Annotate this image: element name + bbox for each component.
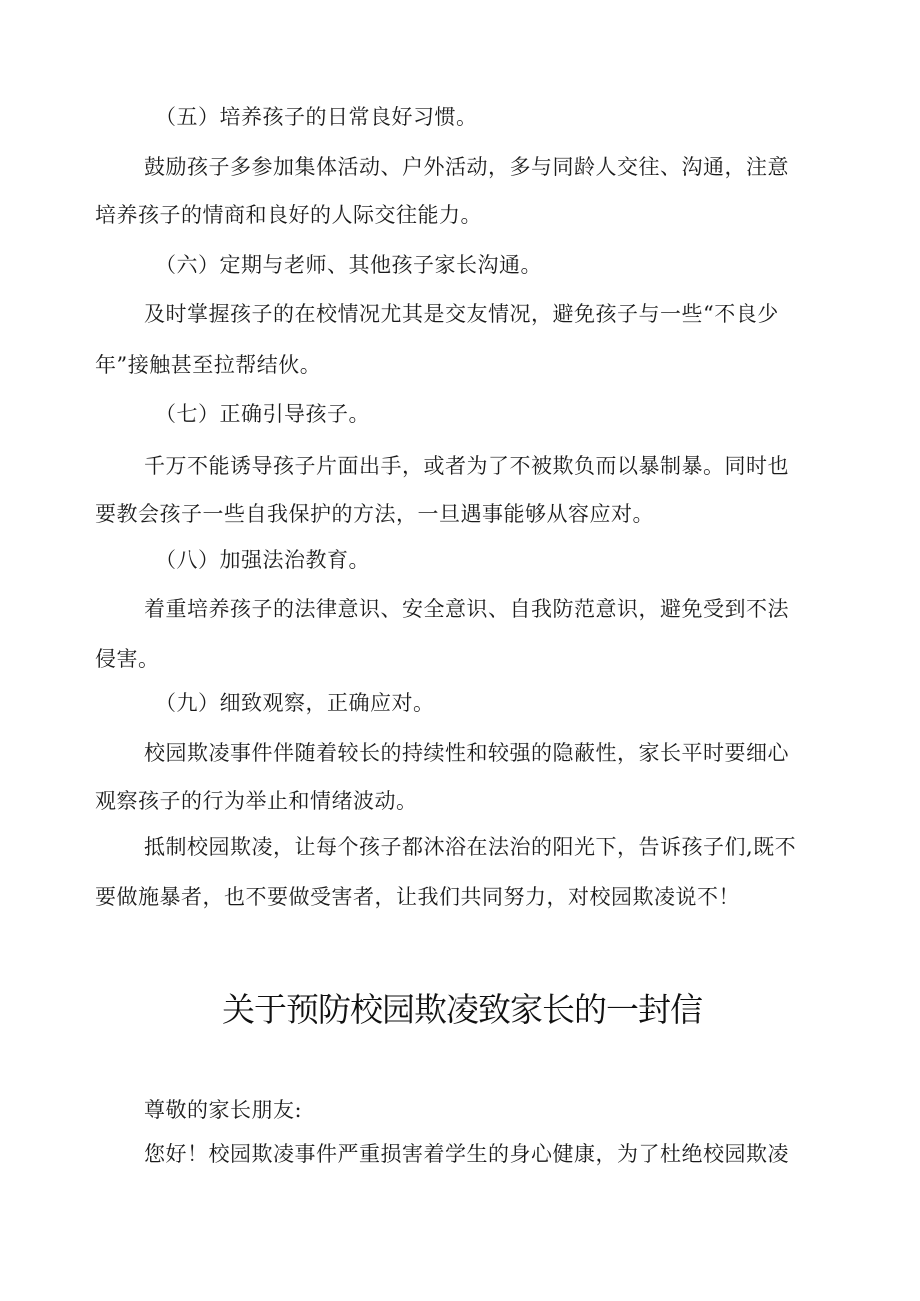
paragraph-line: 着重培养孩子的法律意识、安全意识、自我防范意识，避免受到不法	[144, 597, 789, 621]
paragraph-line: 培养孩子的情商和良好的人际交往能力。	[95, 203, 482, 227]
section-heading: （八）加强法治教育。	[155, 548, 370, 572]
section-heading: （九）细致观察，正确应对。	[155, 691, 435, 715]
closing-line: 要做施暴者，也不要做受害者，让我们共同努力，对校园欺凌说不！	[95, 885, 740, 909]
letter-title: 关于预防校园欺凌致家长的一封信	[222, 990, 702, 1029]
letter-opening-line: 您好！校园欺凌事件严重损害着学生的身心健康，为了杜绝校园欺凌	[144, 1142, 789, 1166]
paragraph-line: 观察孩子的行为举止和情绪波动。	[95, 789, 418, 813]
closing-line: 抵制校园欺凌，让每个孩子都沐浴在法治的阳光下，告诉孩子们,既不	[144, 835, 797, 859]
paragraph-line: 年”接触甚至拉帮结伙。	[95, 353, 322, 377]
section-heading: （七）正确引导孩子。	[155, 402, 370, 426]
section-heading: （五）培养孩子的日常良好习惯。	[155, 105, 478, 129]
letter-salutation: 尊敬的家长朋友:	[144, 1098, 303, 1122]
paragraph-line: 千万不能诱导孩子片面出手，或者为了不被欺负而以暴制暴。同时也	[144, 454, 789, 478]
section-heading: （六）定期与老师、其他孩子家长沟通。	[155, 253, 542, 277]
paragraph-line: 侵害。	[95, 647, 160, 671]
paragraph-line: 要教会孩子一些自我保护的方法，一旦遇事能够从容应对。	[95, 502, 654, 526]
paragraph-line: 校园欺凌事件伴随着较长的持续性和较强的隐蔽性，家长平时要细心	[144, 741, 789, 765]
paragraph-line: 鼓励孩子多参加集体活动、户外活动，多与同龄人交往、沟通，注意	[144, 155, 789, 179]
paragraph-line: 及时掌握孩子的在校情况尤其是交友情况，避免孩子与一些“不良少	[144, 302, 779, 326]
